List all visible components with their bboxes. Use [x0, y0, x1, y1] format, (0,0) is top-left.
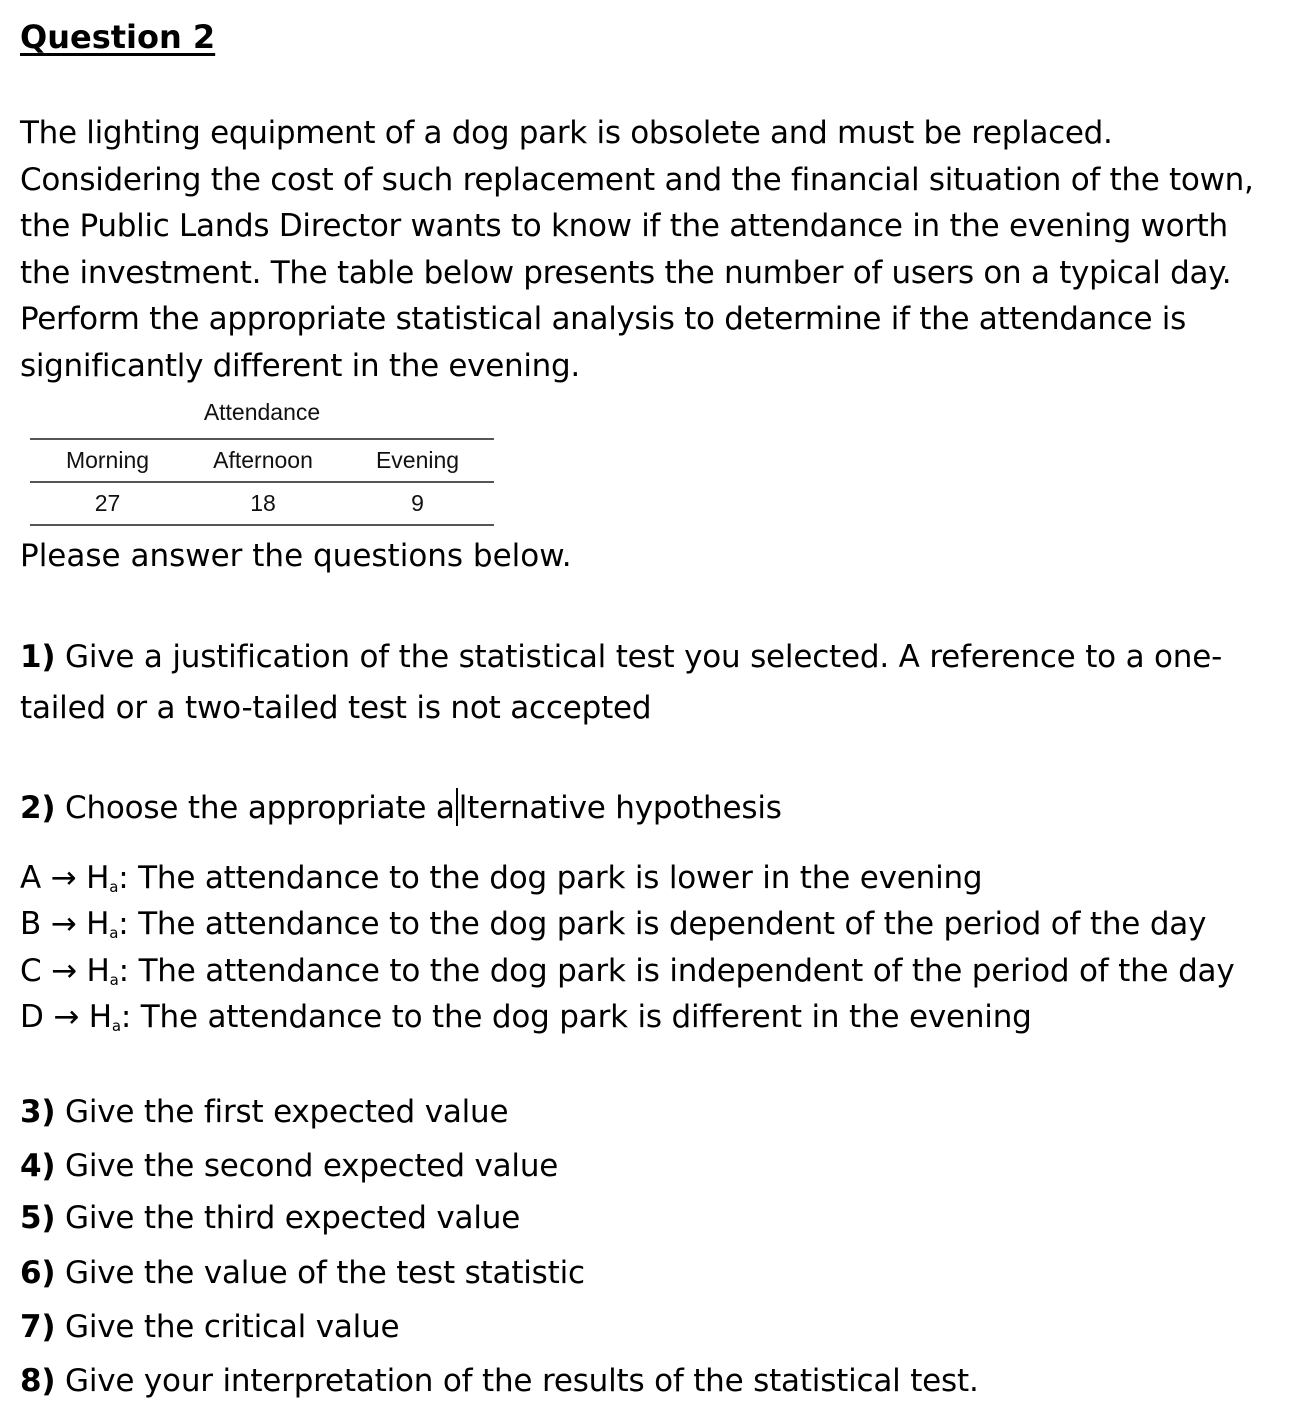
option-letter: D	[20, 999, 44, 1035]
hypothesis-subscript: a	[109, 878, 119, 896]
arrow-icon: →	[50, 906, 77, 942]
attendance-table	[30, 396, 494, 526]
intro-line: The lighting equipment of a dog park is obsolete and must be replaced.	[20, 115, 1113, 151]
option-text: : The attendance to the dog park is different in the evening	[120, 999, 1032, 1035]
question-number: 5)	[20, 1200, 56, 1236]
option-c	[20, 953, 1235, 989]
option-letter: C	[20, 953, 42, 989]
hypothesis-symbol: H	[86, 860, 110, 896]
value-morning: 27	[94, 490, 121, 516]
value-evening: 9	[411, 490, 424, 516]
question-text: Give a justification of the statistical test you selected. A reference to a one-	[55, 639, 1223, 675]
intro-line: Perform the appropriate statistical analysis to determine if the attendance is	[20, 301, 1186, 337]
instruction-text: Please answer the questions below.	[20, 538, 572, 574]
hypothesis-symbol: H	[86, 953, 110, 989]
table-caption: Attendance	[203, 399, 321, 425]
question-text-rest: lternative hypothesis	[458, 790, 782, 826]
option-letter: B	[20, 906, 42, 942]
hypothesis-subscript: a	[109, 971, 119, 989]
arrow-icon: →	[51, 953, 77, 989]
hypothesis-subscript: a	[109, 924, 119, 942]
question-text: Give the third expected value	[55, 1200, 521, 1236]
question-6	[20, 1255, 585, 1291]
option-text: : The attendance to the dog park is lower in the evening	[118, 860, 983, 896]
table-header-row	[30, 440, 494, 481]
table-row	[30, 483, 494, 524]
question-number: 4)	[20, 1148, 56, 1184]
option-a	[20, 860, 982, 896]
question-number: 2)	[20, 790, 56, 826]
header-morning: Morning	[65, 447, 150, 473]
question-number: 8)	[20, 1363, 56, 1399]
value-afternoon: 18	[250, 490, 276, 516]
question-number: 3)	[20, 1094, 56, 1130]
header-afternoon: Afternoon	[213, 447, 313, 473]
arrow-icon: →	[53, 999, 80, 1035]
hypothesis-subscript: a	[111, 1017, 121, 1035]
intro-line: Considering the cost of such replacement and the financial situation of the town,	[20, 161, 1254, 198]
question-2	[20, 788, 782, 826]
intro-line: significantly different in the evening.	[20, 347, 580, 384]
question-8	[20, 1363, 979, 1399]
question-text: Give the value of the test statistic	[55, 1255, 585, 1291]
header-evening: Evening	[375, 447, 460, 473]
option-d	[20, 999, 1032, 1035]
question-text: Choose the appropriate a	[55, 790, 455, 826]
question-1-line1	[20, 632, 1222, 683]
question-number: 1)	[20, 639, 56, 675]
question-3	[20, 1094, 508, 1130]
question-5	[20, 1200, 520, 1236]
text-cursor	[456, 788, 458, 826]
option-letter: A	[20, 860, 42, 896]
table-rule-bottom	[30, 524, 494, 526]
hypothesis-symbol: H	[86, 906, 110, 942]
intro-paragraph	[20, 110, 1290, 389]
intro-line: the investment. The table below presents the number of users on a typical day.	[20, 254, 1232, 291]
question-1-line2: tailed or a two-tailed test is not accepted	[20, 690, 652, 726]
intro-line: the Public Lands Director wants to know if the attendance in the evening worth	[20, 208, 1228, 244]
question-title: Question 2	[20, 18, 216, 56]
question-text: Give the first expected value	[55, 1094, 509, 1130]
question-7	[20, 1309, 399, 1345]
option-text: : The attendance to the dog park is independent of the period of the day	[118, 953, 1235, 989]
option-text: : The attendance to the dog park is dependent of the period of the day	[118, 906, 1207, 942]
question-text: Give the second expected value	[55, 1148, 559, 1184]
hypothesis-symbol: H	[88, 999, 112, 1035]
option-b	[20, 906, 1206, 942]
question-text: Give the critical value	[55, 1309, 400, 1345]
question-4	[20, 1148, 558, 1184]
question-number: 6)	[20, 1255, 56, 1291]
arrow-icon: →	[50, 860, 77, 896]
question-1	[20, 632, 1222, 734]
question-number: 7)	[20, 1309, 56, 1345]
question-text: Give your interpretation of the results of the statistical test.	[55, 1363, 979, 1399]
